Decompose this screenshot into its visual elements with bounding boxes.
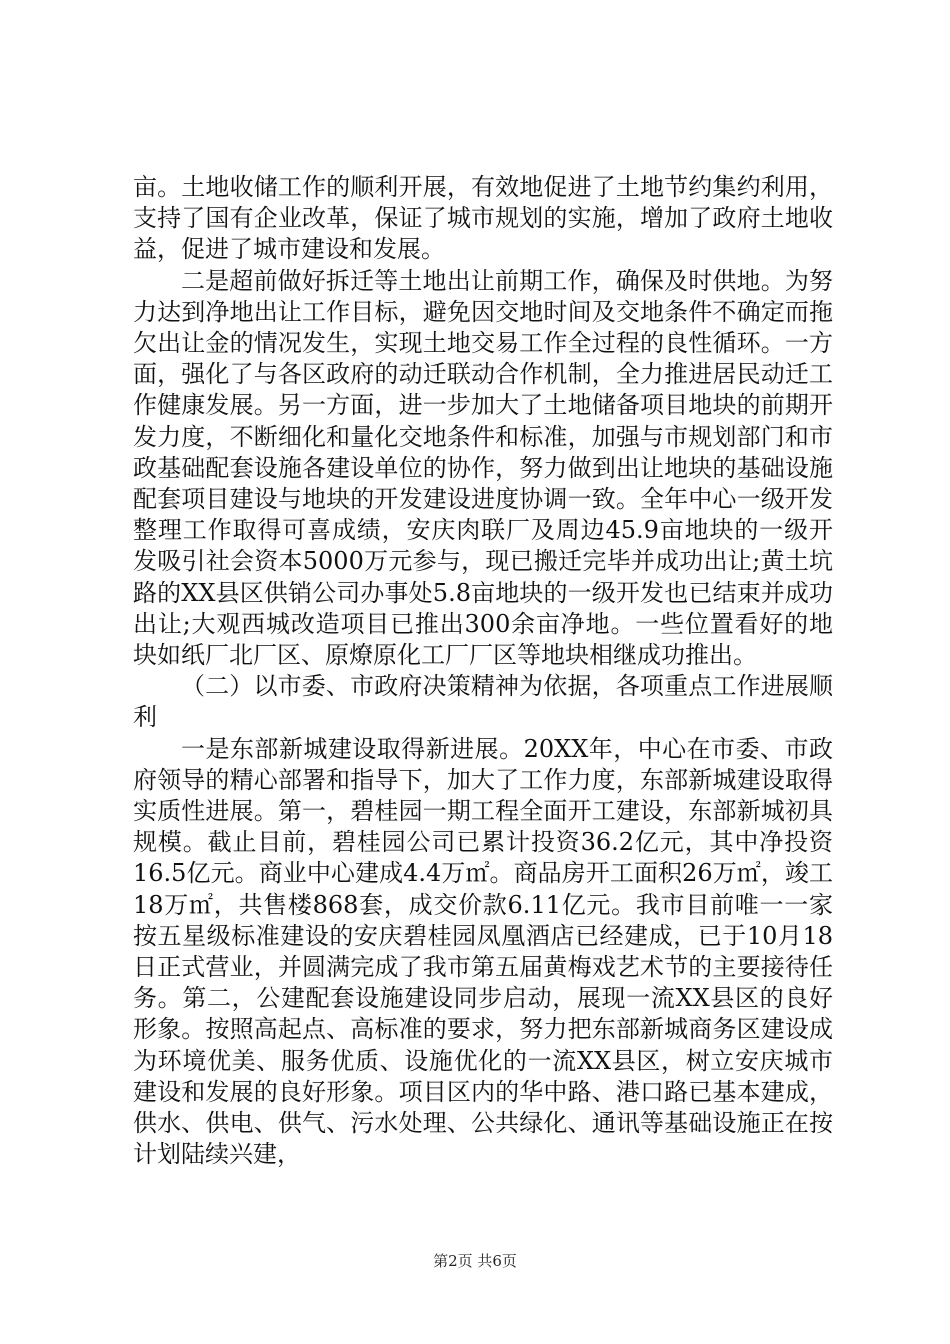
- paragraph: 一是东部新城建设取得新进展。20XX年，中心在市委、市政府领导的精心部署和指导下，加大了工作力度，东部新城建设取得实质性进展。第一，碧桂园一期工程全面开工建设，东部新城初具规模。截止目前，碧桂园公司已累计投资36.2亿元，其中净投资16.5亿元。商业中心建成4.4万㎡。商品房开工面积26万㎡，竣工18万㎡，共售楼868套，成交价款6.11亿元。我市目前唯一一家按五星级标准建设的安庆碧桂园凤凰酒店已经建成，已于10月18日正式营业，并圆满完成了我市第五届黄梅戏艺术节的主要接待任务。第二，公建配套设施建设同步启动，展现一流XX县区的良好形象。按照高起点、高标准的要求，努力把东部新城商务区建设成为环境优美、服务优质、设施优化的一流XX县区，树立安庆城市建设和发展的良好形象。项目区内的华中路、港口路已基本建成，供水、供电、供气、污水处理、公共绿化、通讯等基础设施正在按计划陆续兴建，: [133, 734, 833, 1169]
- document-body: [133, 172, 833, 1171]
- paragraph: 二是超前做好拆迁等土地出让前期工作，确保及时供地。为努力达到净地出让工作目标，避免因交地时间及交地条件不确定而拖欠出让金的情况发生，实现土地交易工作全过程的良性循环。一方面，强化了与各区政府的动迁联动合作机制，全力推进居民动迁工作健康发展。另一方面，进一步加大了土地储备项目地块的前期开发力度，不断细化和量化交地条件和标准，加强与市规划部门和市政基础配套设施各建设单位的协作，努力做到出让地块的基础设施配套项目建设与地块的开发建设进度协调一致。全年中心一级开发整理工作取得可喜成绩，安庆肉联厂及周边45.9亩地块的一级开发吸引社会资本5000万元参与，现已搬迁完毕并成功出让;黄土坑路的XX县区供销公司办事处5.8亩地块的一级开发也已结束并成功出让;大观西城改造项目已推出300余亩净地。一些位置看好的地块如纸厂北厂区、原燎原化工厂厂区等地块相继成功推出。: [133, 266, 833, 670]
- paragraph: 亩。土地收储工作的顺利开展，有效地促进了土地节约集约利用，支持了国有企业改革，保证了城市规划的实施，增加了政府土地收益，促进了城市建设和发展。: [133, 173, 833, 264]
- page-number-footer: 第2页 共6页: [433, 1252, 517, 1270]
- section-heading: （二）以市委、市政府决策精神为依据，各项重点工作进展顺利: [133, 672, 833, 732]
